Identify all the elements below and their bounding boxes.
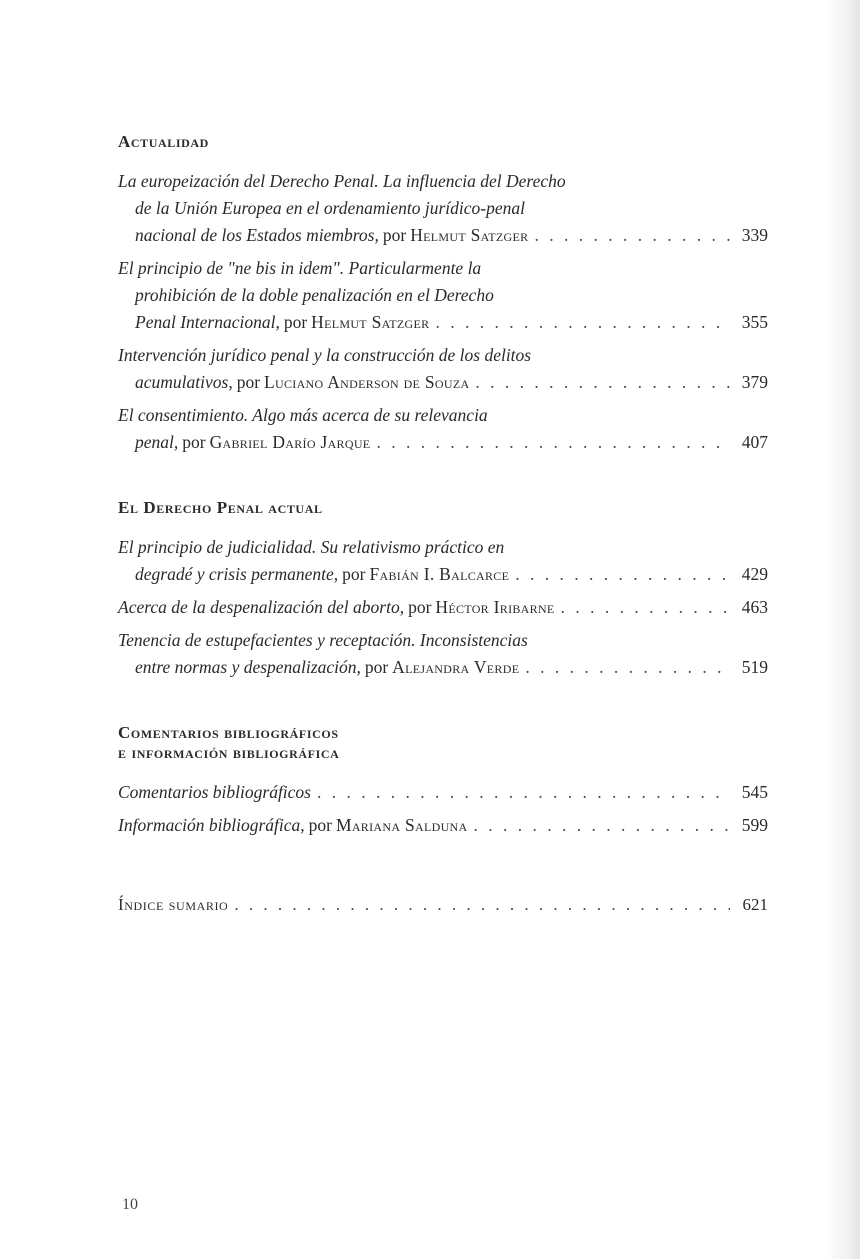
entry-title-tail: Comentarios bibliográficos: [118, 782, 311, 802]
toc-entry[interactable]: [118, 255, 768, 336]
entry-title-tail: penal,: [135, 432, 179, 452]
entry-last-line: [118, 812, 768, 839]
entry-title-tail: Penal Internacional,: [135, 312, 280, 332]
dot-leader: [473, 812, 730, 839]
toc-entry[interactable]: [118, 779, 768, 806]
indice-label: Índice sumario: [118, 895, 229, 914]
entry-page-number: 545: [741, 782, 768, 802]
entry-title-tail: acumulativos,: [135, 372, 233, 392]
dot-leader: [376, 429, 730, 456]
entry-title-line: Tenencia de estupefacientes y receptación. Inconsistencias: [118, 630, 528, 650]
toc-entry[interactable]: [118, 402, 768, 456]
section-title: Comentarios bibliográficos e información bibliográfica: [118, 723, 340, 762]
entry-last-line: [118, 594, 768, 621]
entry-page-number: 429: [741, 564, 768, 584]
entry-title-line: prohibición de la doble penalización en el Derecho: [135, 285, 494, 305]
dot-leader: [534, 222, 730, 249]
page-folio-number: 10: [122, 1196, 138, 1213]
dot-leader: [234, 891, 730, 918]
entry-page-number: 599: [741, 815, 768, 835]
entry-title-line: El consentimiento. Algo más acerca de su relevancia: [118, 405, 488, 425]
entry-author: Gabriel Darío Jarque: [209, 432, 371, 452]
entry-title-line: El principio de "ne bis in idem". Particularmente la: [118, 258, 482, 278]
entry-title-tail: entre normas y despenalización,: [135, 657, 361, 677]
entry-author: Luciano Anderson de Souza: [264, 372, 470, 392]
section-comentarios-bibliograficos: [118, 723, 768, 839]
entry-por: por: [342, 564, 366, 584]
entry-por: por: [364, 657, 389, 677]
dot-leader: [475, 369, 730, 396]
entry-title-tail: nacional de los Estados miembros,: [135, 225, 379, 245]
entry-title-line: Intervención jurídico penal y la construcción de los delitos: [118, 345, 532, 365]
entry-page-number: 519: [741, 657, 768, 677]
entry-title-line: de la Unión Europea en el ordenamiento jurídico-penal: [135, 198, 525, 218]
entry-title-tail: degradé y crisis permanente,: [135, 564, 339, 584]
entry-page-number: 355: [741, 312, 768, 332]
indice-page-number: 621: [742, 895, 768, 914]
entry-page-number: 339: [741, 225, 768, 245]
entry-last-line: [118, 561, 768, 588]
entry-author: Fabián I. Balcarce: [369, 564, 510, 584]
toc-entry[interactable]: [118, 627, 768, 681]
dot-leader: [317, 779, 730, 806]
entry-por: por: [308, 815, 332, 835]
toc-entry[interactable]: [118, 342, 768, 396]
entry-author: Alejandra Verde: [392, 657, 520, 677]
page-edge-shadow: [826, 0, 860, 1259]
toc-entry[interactable]: [118, 168, 768, 249]
section-actualidad: [118, 132, 768, 456]
entry-title-tail: Información bibliográfica,: [118, 815, 305, 835]
indice-sumario-entry[interactable]: [118, 891, 768, 918]
table-of-contents: [118, 132, 768, 918]
entry-por: por: [236, 372, 261, 392]
toc-entry[interactable]: [118, 534, 768, 588]
entry-por: por: [408, 597, 432, 617]
entry-title-tail: Acerca de la despenalización del aborto,: [118, 597, 405, 617]
entry-page-number: 463: [741, 597, 768, 617]
entry-author: Helmut Satzger: [410, 225, 529, 245]
entry-por: por: [382, 225, 407, 245]
entry-author: Mariana Salduna: [335, 815, 468, 835]
dot-leader: [515, 561, 730, 588]
entry-author: Helmut Satzger: [311, 312, 430, 332]
entry-last-line: [118, 369, 768, 396]
entry-por: por: [182, 432, 206, 452]
toc-entry[interactable]: [118, 812, 768, 839]
entry-page-number: 379: [741, 372, 768, 392]
entry-title-line: El principio de judicialidad. Su relativismo práctico en: [118, 537, 505, 557]
entry-last-line: [118, 654, 768, 681]
section-derecho-penal-actual: [118, 498, 768, 681]
entry-title-line: La europeización del Derecho Penal. La influencia del Derecho: [118, 171, 566, 191]
dot-leader: [561, 594, 730, 621]
entry-last-line: [118, 429, 768, 456]
entry-por: por: [283, 312, 308, 332]
section-title: El Derecho Penal actual: [118, 498, 323, 517]
entry-last-line: [118, 222, 768, 249]
entry-last-line: [118, 779, 768, 806]
toc-entry[interactable]: [118, 594, 768, 621]
entry-last-line: [118, 309, 768, 336]
section-title: Actualidad: [118, 132, 209, 151]
dot-leader: [435, 309, 730, 336]
entry-page-number: 407: [741, 432, 768, 452]
entry-author: Héctor Iribarne: [435, 597, 555, 617]
dot-leader: [525, 654, 730, 681]
